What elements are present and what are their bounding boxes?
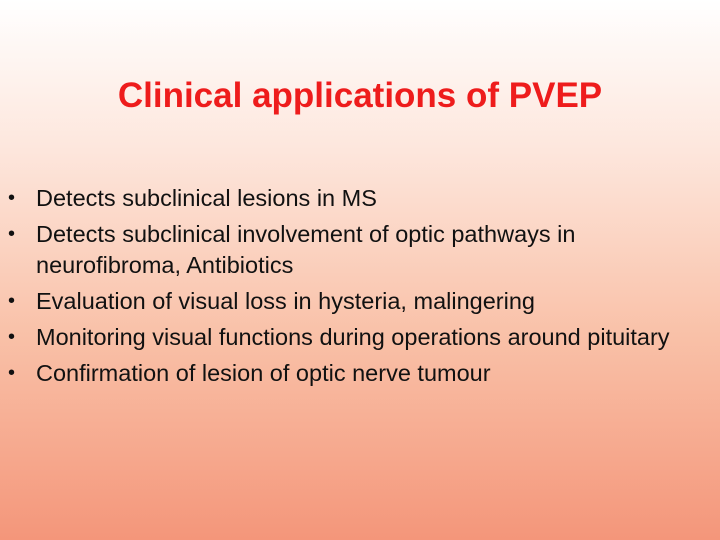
- slide-title: Clinical applications of PVEP: [117, 76, 603, 115]
- bullet-text: Detects subclinical lesions in MS: [36, 185, 377, 211]
- bullet-icon: •: [8, 223, 16, 245]
- bullet-text: Evaluation of visual loss in hysteria, malingering: [36, 288, 535, 314]
- bullet-icon: •: [8, 290, 16, 312]
- bullet-item: [0, 219, 720, 281]
- bullet-icon: •: [8, 326, 16, 348]
- bullet-text: Detects subclinical involvement of optic pathways in neurofibroma, Antibiotics: [36, 221, 576, 278]
- bullet-item: [0, 322, 720, 353]
- bullet-item: [0, 286, 720, 317]
- bullet-text: Monitoring visual functions during operations around pituitary: [36, 324, 670, 350]
- bullet-item: [0, 358, 720, 389]
- bullet-text: Confirmation of lesion of optic nerve tumour: [36, 360, 491, 386]
- bullet-list: [0, 183, 720, 394]
- bullet-icon: •: [8, 362, 16, 384]
- bullet-item: [0, 183, 720, 214]
- bullet-icon: •: [8, 187, 16, 209]
